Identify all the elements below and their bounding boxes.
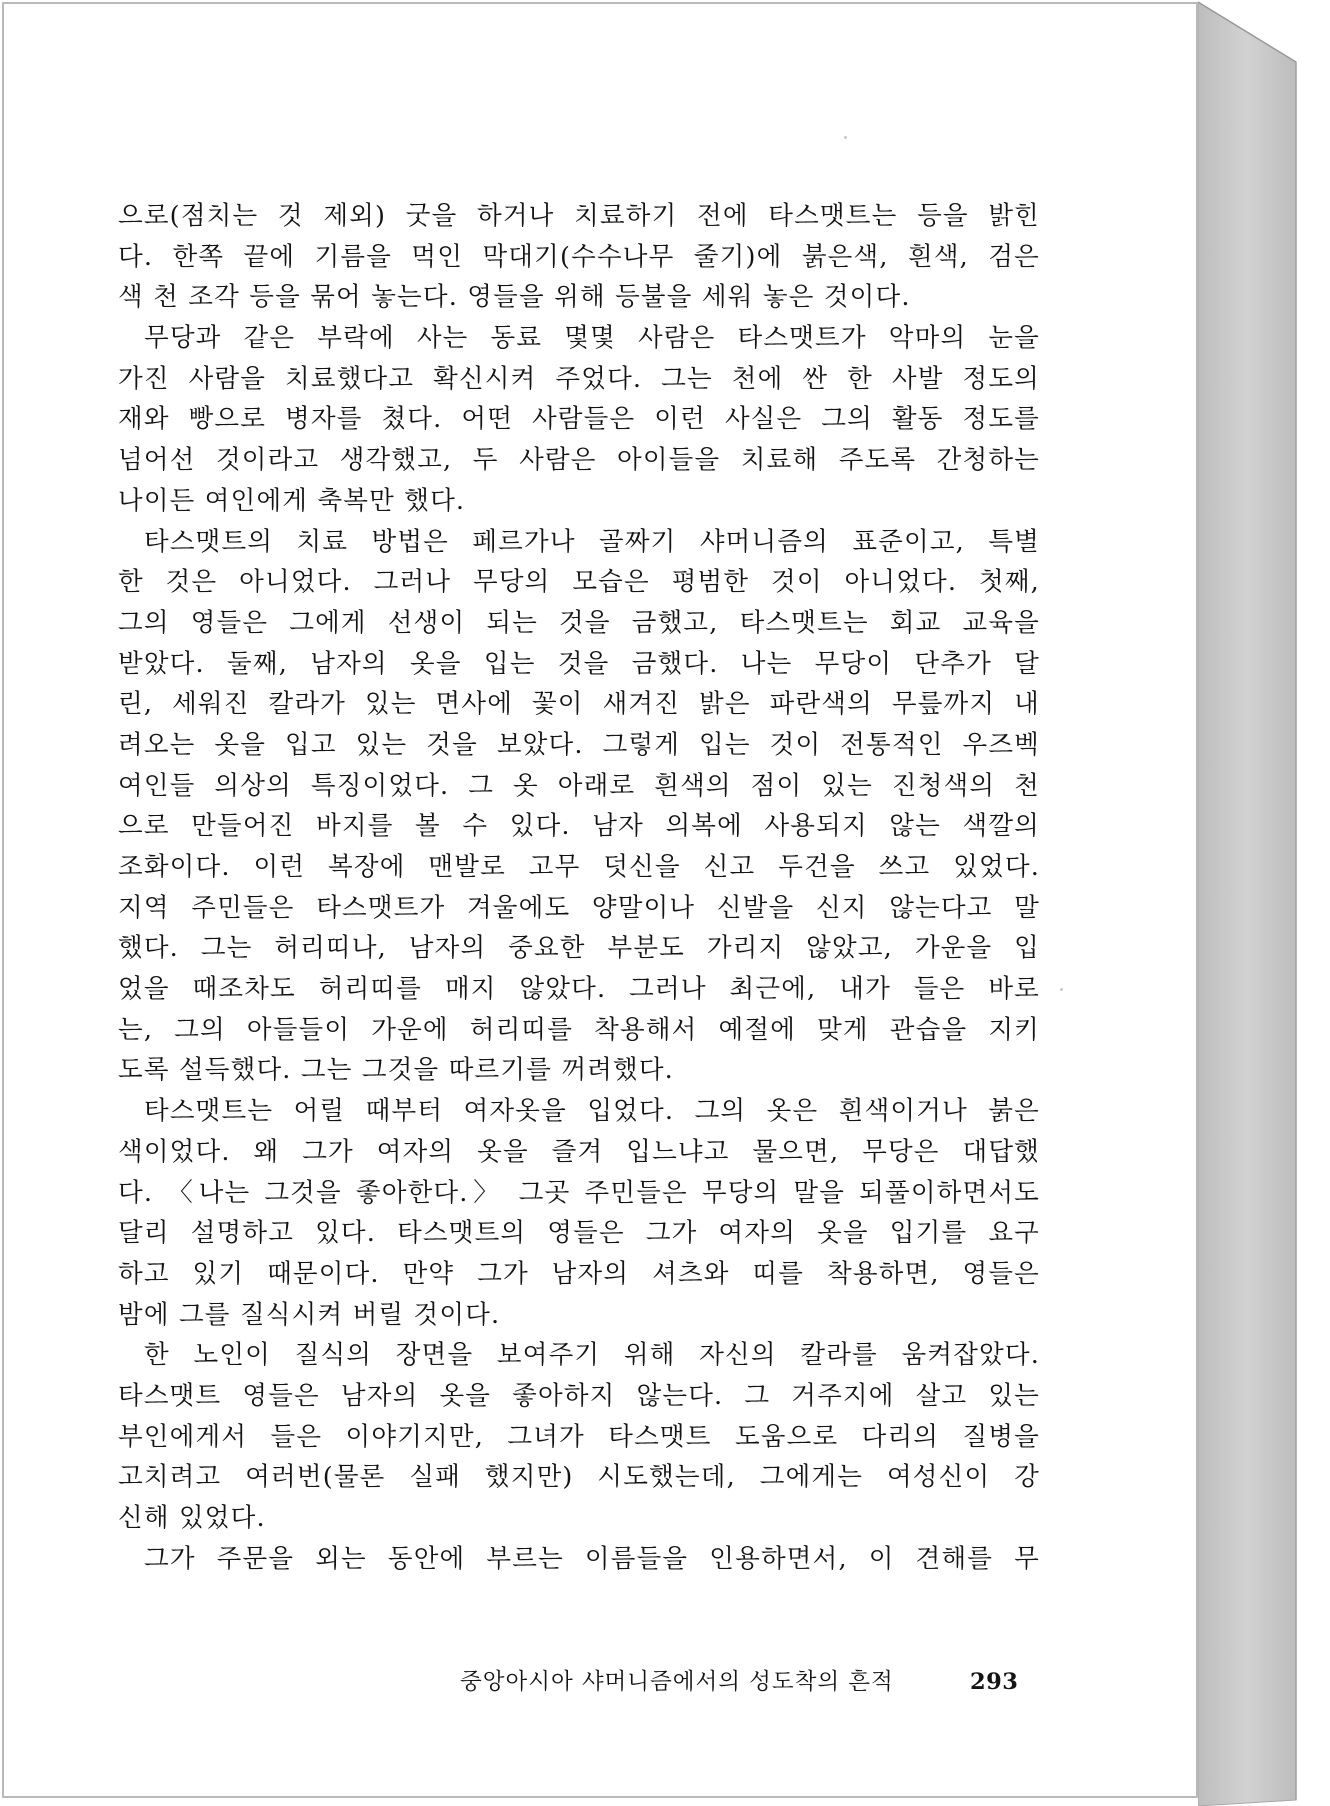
scan-speck — [844, 136, 847, 139]
text-line: 여인들 의상의 특징이었다. 그 옷 아래로 흰색의 점이 있는 진청색의 천 — [118, 770, 1040, 801]
text-line: 재와 빵으로 병자를 쳤다. 어떤 사람들은 이런 사실은 그의 활동 정도를 — [118, 404, 1040, 435]
text-line: 밤에 그를 질식시켜 버릴 것이다. — [118, 1299, 501, 1330]
text-line: 다. 한쪽 끝에 기름을 먹인 막대기(수수나무 줄기)에 붉은색, 흰색, 검은 — [118, 241, 1040, 272]
text-line: 는, 그의 아들들이 가운에 허리띠를 착용해서 예절에 맞게 관습을 지키 — [118, 1014, 1040, 1045]
text-line: 달리 설명하고 있다. 타스맷트의 영들은 그가 여자의 옷을 입기를 요구 — [118, 1218, 1040, 1249]
text-line: 그의 영들은 그에게 선생이 되는 것을 금했고, 타스맷트는 회교 교육을 — [118, 607, 1040, 638]
text-line: 한 노인이 질식의 장면을 보여주기 위해 자신의 칼라를 움켜잡았다. — [144, 1340, 1040, 1371]
text-line: 부인에게서 들은 이야기지만, 그녀가 타스맷트 도움으로 다리의 질병을 — [118, 1421, 1040, 1452]
text-line: 고치려고 여러번(물론 실패 했지만) 시도했는데, 그에게는 여성신이 강 — [118, 1462, 1040, 1493]
text-line: 으로(점치는 것 제외) 굿을 하거나 치료하기 전에 타스맷트는 등을 밝힌 — [118, 201, 1040, 231]
text-line: 타스맷트 영들은 남자의 옷을 좋아하지 않는다. 그 거주지에 살고 있는 — [118, 1380, 1040, 1411]
text-line: 조화이다. 이런 복장에 맨발로 고무 덧신을 신고 두건을 쓰고 있었다. — [118, 852, 1040, 882]
text-line: 색 천 조각 등을 묶어 놓는다. 영들을 위해 등불을 세워 놓은 것이다. — [118, 282, 911, 313]
text-line: 으로 만들어진 바지를 볼 수 있다. 남자 의복에 사용되지 않는 색깔의 — [118, 811, 1040, 842]
text-line: 지역 주민들은 타스맷트가 겨울에도 양말이나 신발을 신지 않는다고 말 — [118, 892, 1040, 923]
text-line: 한 것은 아니었다. 그러나 무당의 모습은 평범한 것이 아니었다. 첫째, — [118, 567, 1040, 598]
scan-speck — [1060, 988, 1063, 991]
text-line: 받았다. 둘째, 남자의 옷을 입는 것을 금했다. 나는 무당이 단추가 달 — [118, 648, 1040, 679]
running-title: 중앙아시아 샤머니즘에서의 성도착의 흔적 — [460, 1669, 894, 1695]
text-line: 린, 세워진 칼라가 있는 면사에 꽃이 새겨진 밝은 파란색의 무릎까지 내 — [118, 689, 1040, 720]
text-line: 었을 때조차도 허리띠를 매지 않았다. 그러나 최근에, 내가 들은 바로 — [118, 974, 1040, 1005]
text-line: 도록 설득했다. 그는 그것을 따르기를 꺼려했다. — [118, 1055, 674, 1086]
body-text — [118, 196, 1040, 1579]
text-line: 다. 〈나는 그것을 좋아한다.〉 그곳 주민들은 무당의 말을 되풀이하면서도 — [118, 1177, 1040, 1208]
text-line: 무당과 같은 부락에 사는 동료 몇몇 사람은 타스맷트가 악마의 눈을 — [144, 323, 1040, 354]
text-line: 타스맷트의 치료 방법은 페르가나 골짜기 샤머니즘의 표준이고, 특별 — [144, 526, 1040, 557]
text-line: 가진 사람을 치료했다고 확신시켜 주었다. 그는 천에 싼 한 사발 정도의 — [118, 363, 1040, 394]
text-line: 했다. 그는 허리띠나, 남자의 중요한 부분도 가리지 않았고, 가운을 입 — [118, 933, 1040, 964]
page-number: 293 — [970, 1669, 1019, 1695]
book-side-edge — [1198, 0, 1320, 1806]
text-line: 넘어선 것이라고 생각했고, 두 사람은 아이들을 치료해 주도록 간청하는 — [118, 445, 1040, 476]
text-line: 색이었다. 왜 그가 여자의 옷을 즐겨 입느냐고 물으면, 무당은 대답했 — [118, 1136, 1040, 1167]
running-footer — [460, 1664, 1020, 1700]
text-line: 그가 주문을 외는 동안에 부르는 이름들을 인용하면서, 이 견해를 무 — [144, 1543, 1040, 1574]
text-line: 타스맷트는 어릴 때부터 여자옷을 입었다. 그의 옷은 흰색이거나 붉은 — [144, 1096, 1040, 1127]
text-line: 신해 있었다. — [118, 1503, 266, 1533]
text-line: 려오는 옷을 입고 있는 것을 보았다. 그렇게 입는 것이 전통적인 우즈벡 — [118, 729, 1040, 760]
text-line: 나이든 여인에게 축복만 했다. — [118, 485, 466, 516]
text-line: 하고 있기 때문이다. 만약 그가 남자의 셔츠와 띠를 착용하면, 영들은 — [118, 1258, 1040, 1289]
